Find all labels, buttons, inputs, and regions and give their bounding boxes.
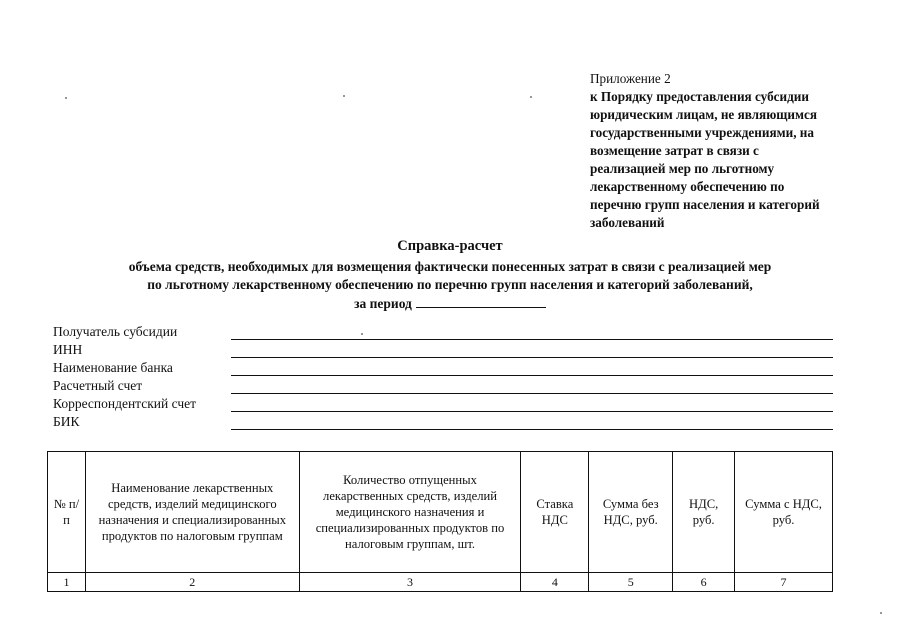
appendix-text-line: к Порядку предоставления субсидии bbox=[590, 89, 809, 104]
column-number: 7 bbox=[735, 573, 833, 592]
column-number: 1 bbox=[48, 573, 86, 592]
period-label: за период bbox=[354, 296, 412, 311]
column-number: 5 bbox=[589, 573, 673, 592]
field-label: Расчетный счет bbox=[53, 378, 143, 393]
scan-speck bbox=[65, 97, 67, 99]
column-number: 3 bbox=[299, 573, 521, 592]
field-label: Наименование банка bbox=[53, 360, 173, 375]
table-header-row bbox=[48, 452, 833, 573]
column-number: 6 bbox=[673, 573, 735, 592]
document-title: Справка-расчет bbox=[397, 238, 503, 254]
scan-speck bbox=[361, 333, 363, 335]
appendix-text-line: государственными учреждениями, на bbox=[590, 125, 814, 140]
column-header-item-name: Наименование лекарственных средств, изделий медицинского назначения и специализированных продуктов по налоговым группам bbox=[85, 452, 299, 573]
field-fill-line[interactable] bbox=[231, 429, 833, 430]
period-fill-line[interactable] bbox=[416, 295, 546, 308]
column-number: 2 bbox=[85, 573, 299, 592]
appendix-text-line: юридическим лицам, не являющимся bbox=[590, 107, 817, 122]
scan-speck bbox=[880, 612, 882, 614]
field-row-inn bbox=[53, 340, 833, 358]
column-header-number: № п/п bbox=[48, 452, 86, 573]
appendix-text-line: лекарственному обеспечению по bbox=[590, 179, 785, 194]
field-label: ИНН bbox=[53, 342, 83, 357]
field-row-settlement-account bbox=[53, 376, 833, 394]
column-header-vat: НДС, руб. bbox=[673, 452, 735, 573]
scan-speck bbox=[530, 96, 532, 98]
column-header-sum-without-vat: Сумма без НДС, руб. bbox=[589, 452, 673, 573]
calculation-table bbox=[47, 451, 833, 592]
scan-speck bbox=[343, 95, 345, 97]
column-number: 4 bbox=[521, 573, 589, 592]
appendix-number: Приложение 2 bbox=[590, 71, 671, 86]
field-row-recipient bbox=[53, 322, 833, 340]
column-header-quantity: Количество отпущенных лекарственных средств, изделий медицинского назначения и специализированных продуктов по налоговым группам, шт. bbox=[299, 452, 521, 573]
column-header-sum-with-vat: Сумма с НДС, руб. bbox=[735, 452, 833, 573]
appendix-text-line: заболеваний bbox=[590, 215, 665, 230]
period-row bbox=[40, 295, 860, 312]
appendix-block bbox=[590, 70, 850, 232]
document-subtitle-line-2: по льготному лекарственному обеспечению по перечню групп населения и категорий заболеваний, bbox=[147, 277, 753, 292]
field-label: БИК bbox=[53, 414, 80, 429]
column-header-vat-rate: Ставка НДС bbox=[521, 452, 589, 573]
appendix-text-line: реализацией мер по льготному bbox=[590, 161, 775, 176]
recipient-fields bbox=[53, 322, 833, 430]
field-row-correspondent-account bbox=[53, 394, 833, 412]
appendix-text-line: возмещение затрат в связи с bbox=[590, 143, 759, 158]
document-subtitle-line-1: объема средств, необходимых для возмещения фактически понесенных затрат в связи с реализацией мер bbox=[128, 259, 772, 274]
field-row-bank-name bbox=[53, 358, 833, 376]
field-label: Получатель субсидии bbox=[53, 324, 178, 339]
table-column-number-row bbox=[48, 573, 833, 592]
field-label: Корреспондентский счет bbox=[53, 396, 197, 411]
field-row-bik bbox=[53, 412, 833, 430]
appendix-text-line: перечню групп населения и категорий bbox=[590, 197, 820, 212]
